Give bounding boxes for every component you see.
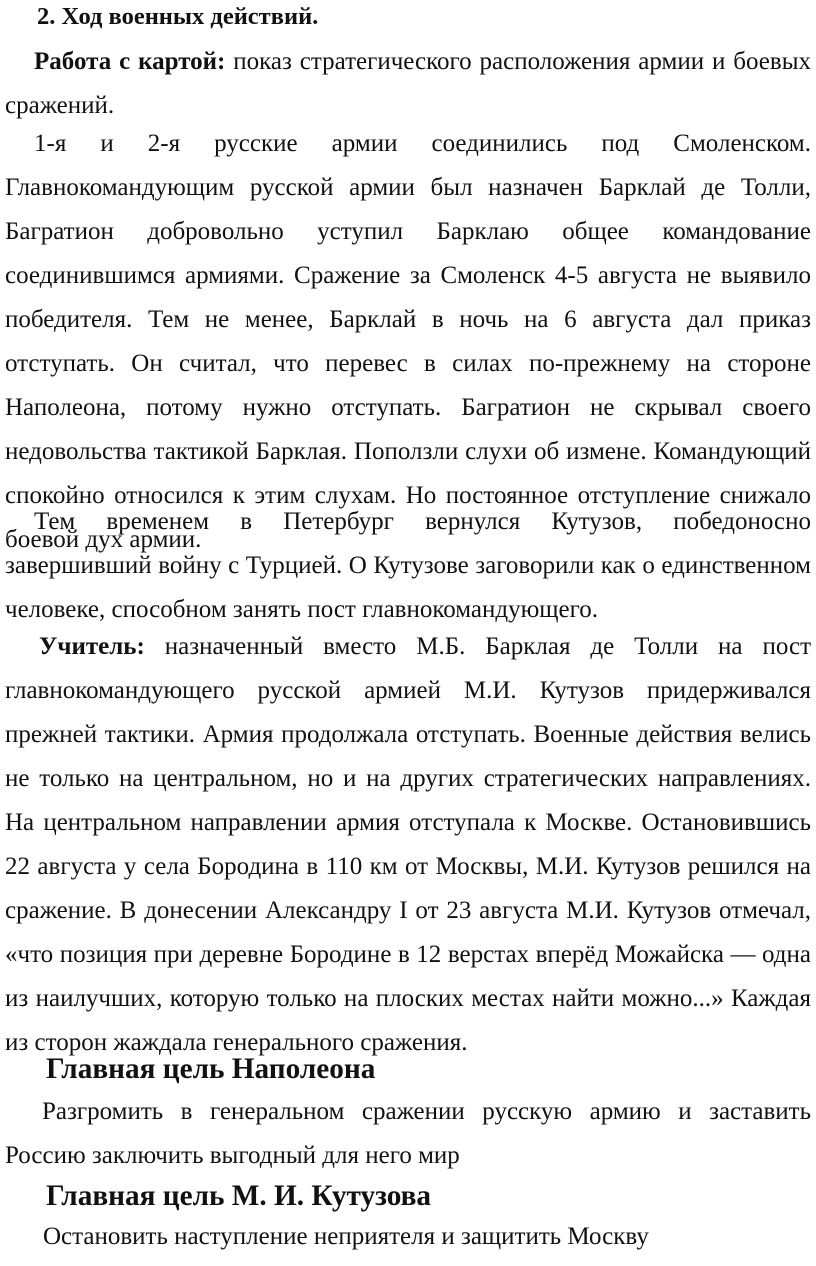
kutuzov-goal-heading: Главная цель М. И. Кутузова bbox=[46, 1180, 432, 1212]
section-title: 2. Ход военных действий. bbox=[37, 3, 319, 30]
paragraph-kutuzov-return-text: Тем временем в Петербург вернулся Кутузов, победоносно завершивший войну с Турцией. О Кутузове заговорили как о единственном человеке, способном занять пост главнокомандующего. bbox=[5, 508, 811, 623]
paragraph-armies bbox=[5, 122, 811, 562]
teacher-text: назначенный вместо М.Б. Барклая де Толли на пост главнокомандующего русской армией М.И. Кутузов придерживался прежней тактики. Армия продолжала отступать. Военные действия велись не только на центральном, но и на других стратегических направлениях. На центральном направлении армия отступала к Москве. Остановившись 22 августа у села Бородина в 110 км от Москвы, М.И. Кутузов решился на сражение. В донесении Александру I от 23 августа М.И. Кутузов отмечал, «что позиция при деревне Бородине в 12 верстах вперёд Можайска — одна из наилучших, которую только на плоских местах найти можно...» Каждая из сторон жаждала генерального сражения. bbox=[5, 633, 811, 1056]
napoleon-goal-text: Разгромить в генеральном сражении русскую армию и заставить Россию заключить выгодный для него мир bbox=[5, 1098, 811, 1169]
napoleon-goal-paragraph bbox=[5, 1090, 811, 1178]
napoleon-goal-heading: Главная цель Наполеона bbox=[46, 1053, 376, 1085]
map-work-paragraph bbox=[5, 40, 811, 128]
teacher-paragraph bbox=[5, 625, 811, 1065]
paragraph-kutuzov-return bbox=[5, 500, 811, 632]
kutuzov-goal-text: Остановить наступление неприятеля и защитить Москву bbox=[43, 1223, 649, 1250]
map-work-label: Работа с картой: bbox=[34, 48, 226, 75]
map-work-text: показ стратегического расположения армии и боевых сражений. bbox=[5, 48, 811, 119]
paragraph-armies-text: 1-я и 2-я русские армии соединились под Смоленском. Главнокомандующим русской армии был назначен Барклай де Толли, Багратион добровольно уступил Барклаю общее командование соединившимся армиями. Сражение за Смоленск 4-5 августа не выявило победителя. Тем не менее, Барклай в ночь на 6 августа дал приказ отступать. Он считал, что перевес в силах по-прежнему на стороне Наполеона, потому нужно отступать. Багратион не скрывал своего недовольства тактикой Барклая. Поползли слухи об измене. Командующий спокойно относился к этим слухам. Но постоянное отступление снижало боевой дух армии. bbox=[5, 130, 811, 553]
teacher-label: Учитель: bbox=[39, 633, 145, 660]
